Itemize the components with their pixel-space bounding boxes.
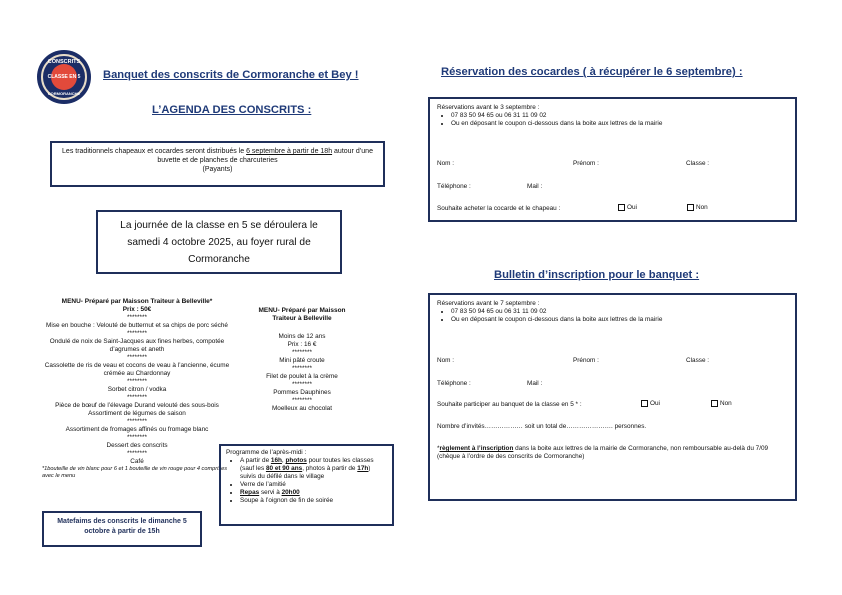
- child-menu-age: Moins de 12 ans: [278, 333, 326, 340]
- classe-field[interactable]: Classe :: [686, 160, 710, 167]
- checkbox-icon: [618, 204, 625, 211]
- payment-note: *règlement à l’inscription dans la boite aux lettres de la mairie de Cormoranche, non remboursable au-delà du 7/09 (chèque à l’ordre de des conscrits de Cormoranche): [437, 445, 769, 460]
- child-menu-price: Prix : 16 €: [287, 341, 317, 348]
- distribution-date: 6 septembre à partir de 18h: [246, 148, 333, 155]
- menu-item: Pièce de bœuf de l’élevage Durand velouté des sous-bois Assortiment de légumes de saison: [55, 402, 219, 417]
- logo-bottom-text: CORMORANCHE: [47, 91, 81, 96]
- menu-separator: ********: [127, 354, 147, 361]
- non-checkbox[interactable]: Non: [687, 204, 708, 212]
- coupon-instructions: • Ou en déposant le coupon ci-dessous dans la boite aux lettres de la mairie: [451, 120, 788, 128]
- menu-separator: ********: [292, 381, 312, 388]
- agenda-title: L’AGENDA DES CONSCRITS :: [152, 104, 312, 116]
- oui-checkbox[interactable]: Oui: [641, 400, 660, 408]
- menu-item: Moelleux au chocolat: [271, 405, 333, 412]
- checkbox-icon: [641, 400, 648, 407]
- prenom-field[interactable]: Prénom :: [573, 357, 599, 364]
- logo-top-text: CONSCRITS: [47, 59, 81, 65]
- menu-separator: ********: [127, 450, 147, 457]
- program-item: • Repas servi à 20h00: [240, 489, 387, 497]
- cocardes-contact-list: [437, 112, 788, 128]
- banquet-title: Banquet des conscrits de Cormoranche et Bey !: [103, 69, 359, 81]
- program-title: Programme de l’après-midi :: [226, 449, 307, 456]
- banquet-deadline: Réservations avant le 7 septembre :: [437, 300, 540, 307]
- menu-separator: ********: [292, 349, 312, 356]
- bulletin-title: Bulletin d’inscription pour le banquet :: [494, 269, 700, 281]
- cocardes-deadline: Réservations avant le 3 septembre :: [437, 104, 540, 111]
- classe-field[interactable]: Classe :: [686, 357, 710, 364]
- distribution-text: Les traditionnels chapeaux et cocardes seront distribués le 6 septembre à partir de 18h autour d’une buvette et de planches de charcuteries (Payants): [62, 148, 373, 173]
- menu-separator: ********: [127, 314, 147, 321]
- child-menu-title: MENU- Préparé par Maisson Traiteur à Belleville: [258, 307, 346, 322]
- prenom-field[interactable]: Prénom :: [573, 160, 599, 167]
- conscrits-logo: [37, 50, 91, 104]
- menu-separator: ********: [292, 397, 312, 404]
- coupon-instructions: • Ou en déposant le coupon ci-dessous dans la boite aux lettres de la mairie: [451, 316, 788, 324]
- cocarde-question: Souhaite acheter la cocarde et le chapeau :: [437, 205, 561, 212]
- menu-item: Dessert des conscrits: [106, 442, 168, 449]
- menu-separator: ********: [292, 365, 312, 372]
- menu-item: Ondulé de noix de Saint-Jacques aux fines herbes, compotée d’agrumes et aneth: [49, 338, 225, 353]
- cocardes-form: [428, 97, 797, 222]
- menu-item: Assortiment de fromages affinés ou fromage blanc: [65, 426, 209, 433]
- menu-separator: ********: [127, 378, 147, 385]
- non-checkbox[interactable]: Non: [711, 400, 732, 408]
- banquet-form: [428, 293, 797, 501]
- event-date-text: La journée de la classe en 5 se déroulera le samedi 4 octobre 2025, au foyer rural de Cormoranche: [120, 220, 318, 265]
- banquet-contact-list: [437, 308, 788, 324]
- menu-item: Pommes Dauphines: [273, 389, 331, 396]
- menu-item: Café: [130, 458, 144, 465]
- matefaims-text: Matefaims des conscrits le dimanche 5 octobre à partir de 15h: [57, 518, 187, 535]
- distribution-box: [50, 141, 385, 187]
- event-date-box: [96, 210, 342, 274]
- telephone-field[interactable]: Téléphone :: [437, 380, 471, 387]
- mail-field[interactable]: Mail :: [527, 380, 543, 387]
- menu-separator: ********: [127, 434, 147, 441]
- banquet-question: Souhaite participer au banquet de la classe en 5 * :: [437, 401, 582, 408]
- matefaims-box: [42, 511, 202, 547]
- wine-note: *1bouteille de vin blanc pour 6 et 1 bouteille de vin rouge pour 4 comprises avec le menu: [42, 466, 228, 479]
- menu-item: Mini pâté croute: [279, 357, 325, 364]
- adult-menu-price: Prix : 50€: [122, 306, 152, 313]
- menu-separator: ********: [127, 330, 147, 337]
- program-item: • Verre de l’amitié: [240, 481, 387, 489]
- program-list: [226, 457, 387, 505]
- checkbox-icon: [687, 204, 694, 211]
- nom-field[interactable]: Nom :: [437, 160, 455, 167]
- menu-item: Cassolette de ris de veau et cocons de veau à l’ancienne, écume crémée au Chardonnay: [44, 362, 230, 377]
- checkbox-icon: [711, 400, 718, 407]
- guests-field[interactable]: Nombre d’invités……………… soit un total de…………………. personnes.: [437, 423, 647, 430]
- mail-field[interactable]: Mail :: [527, 183, 543, 190]
- phone-numbers: • 07 83 50 94 65 ou 06 31 11 09 02: [451, 112, 788, 120]
- menu-item: Mise en bouche : Velouté de butternut et sa chips de porc séché: [46, 322, 228, 329]
- adult-menu-title: MENU- Préparé par Maisson Traiteur à Belleville*: [61, 298, 213, 305]
- cocardes-title: Réservation des cocardes ( à récupérer le 6 septembre) :: [441, 66, 743, 78]
- paid-note: (Payants): [202, 166, 233, 173]
- program-box: [219, 444, 394, 526]
- adult-menu: [42, 298, 232, 480]
- menu-separator: ********: [127, 418, 147, 425]
- menu-item: Sorbet citron / vodka: [107, 386, 167, 393]
- nom-field[interactable]: Nom :: [437, 357, 455, 364]
- program-item: • Soupe à l’oignon de fin de soirée: [240, 497, 387, 505]
- logo-middle-text: CLASSE EN 5: [47, 74, 81, 80]
- child-menu: [250, 307, 354, 413]
- telephone-field[interactable]: Téléphone :: [437, 183, 471, 190]
- oui-checkbox[interactable]: Oui: [618, 204, 637, 212]
- program-item: • A partir de 16h, photos pour toutes les classes (sauf les 80 et 90 ans, photos à partir de 17h) suivis du défilé dans le village: [240, 457, 387, 481]
- menu-separator: ********: [127, 394, 147, 401]
- menu-item: Filet de poulet à la crème: [266, 373, 338, 380]
- phone-numbers: • 07 83 50 94 65 ou 06 31 11 09 02: [451, 308, 788, 316]
